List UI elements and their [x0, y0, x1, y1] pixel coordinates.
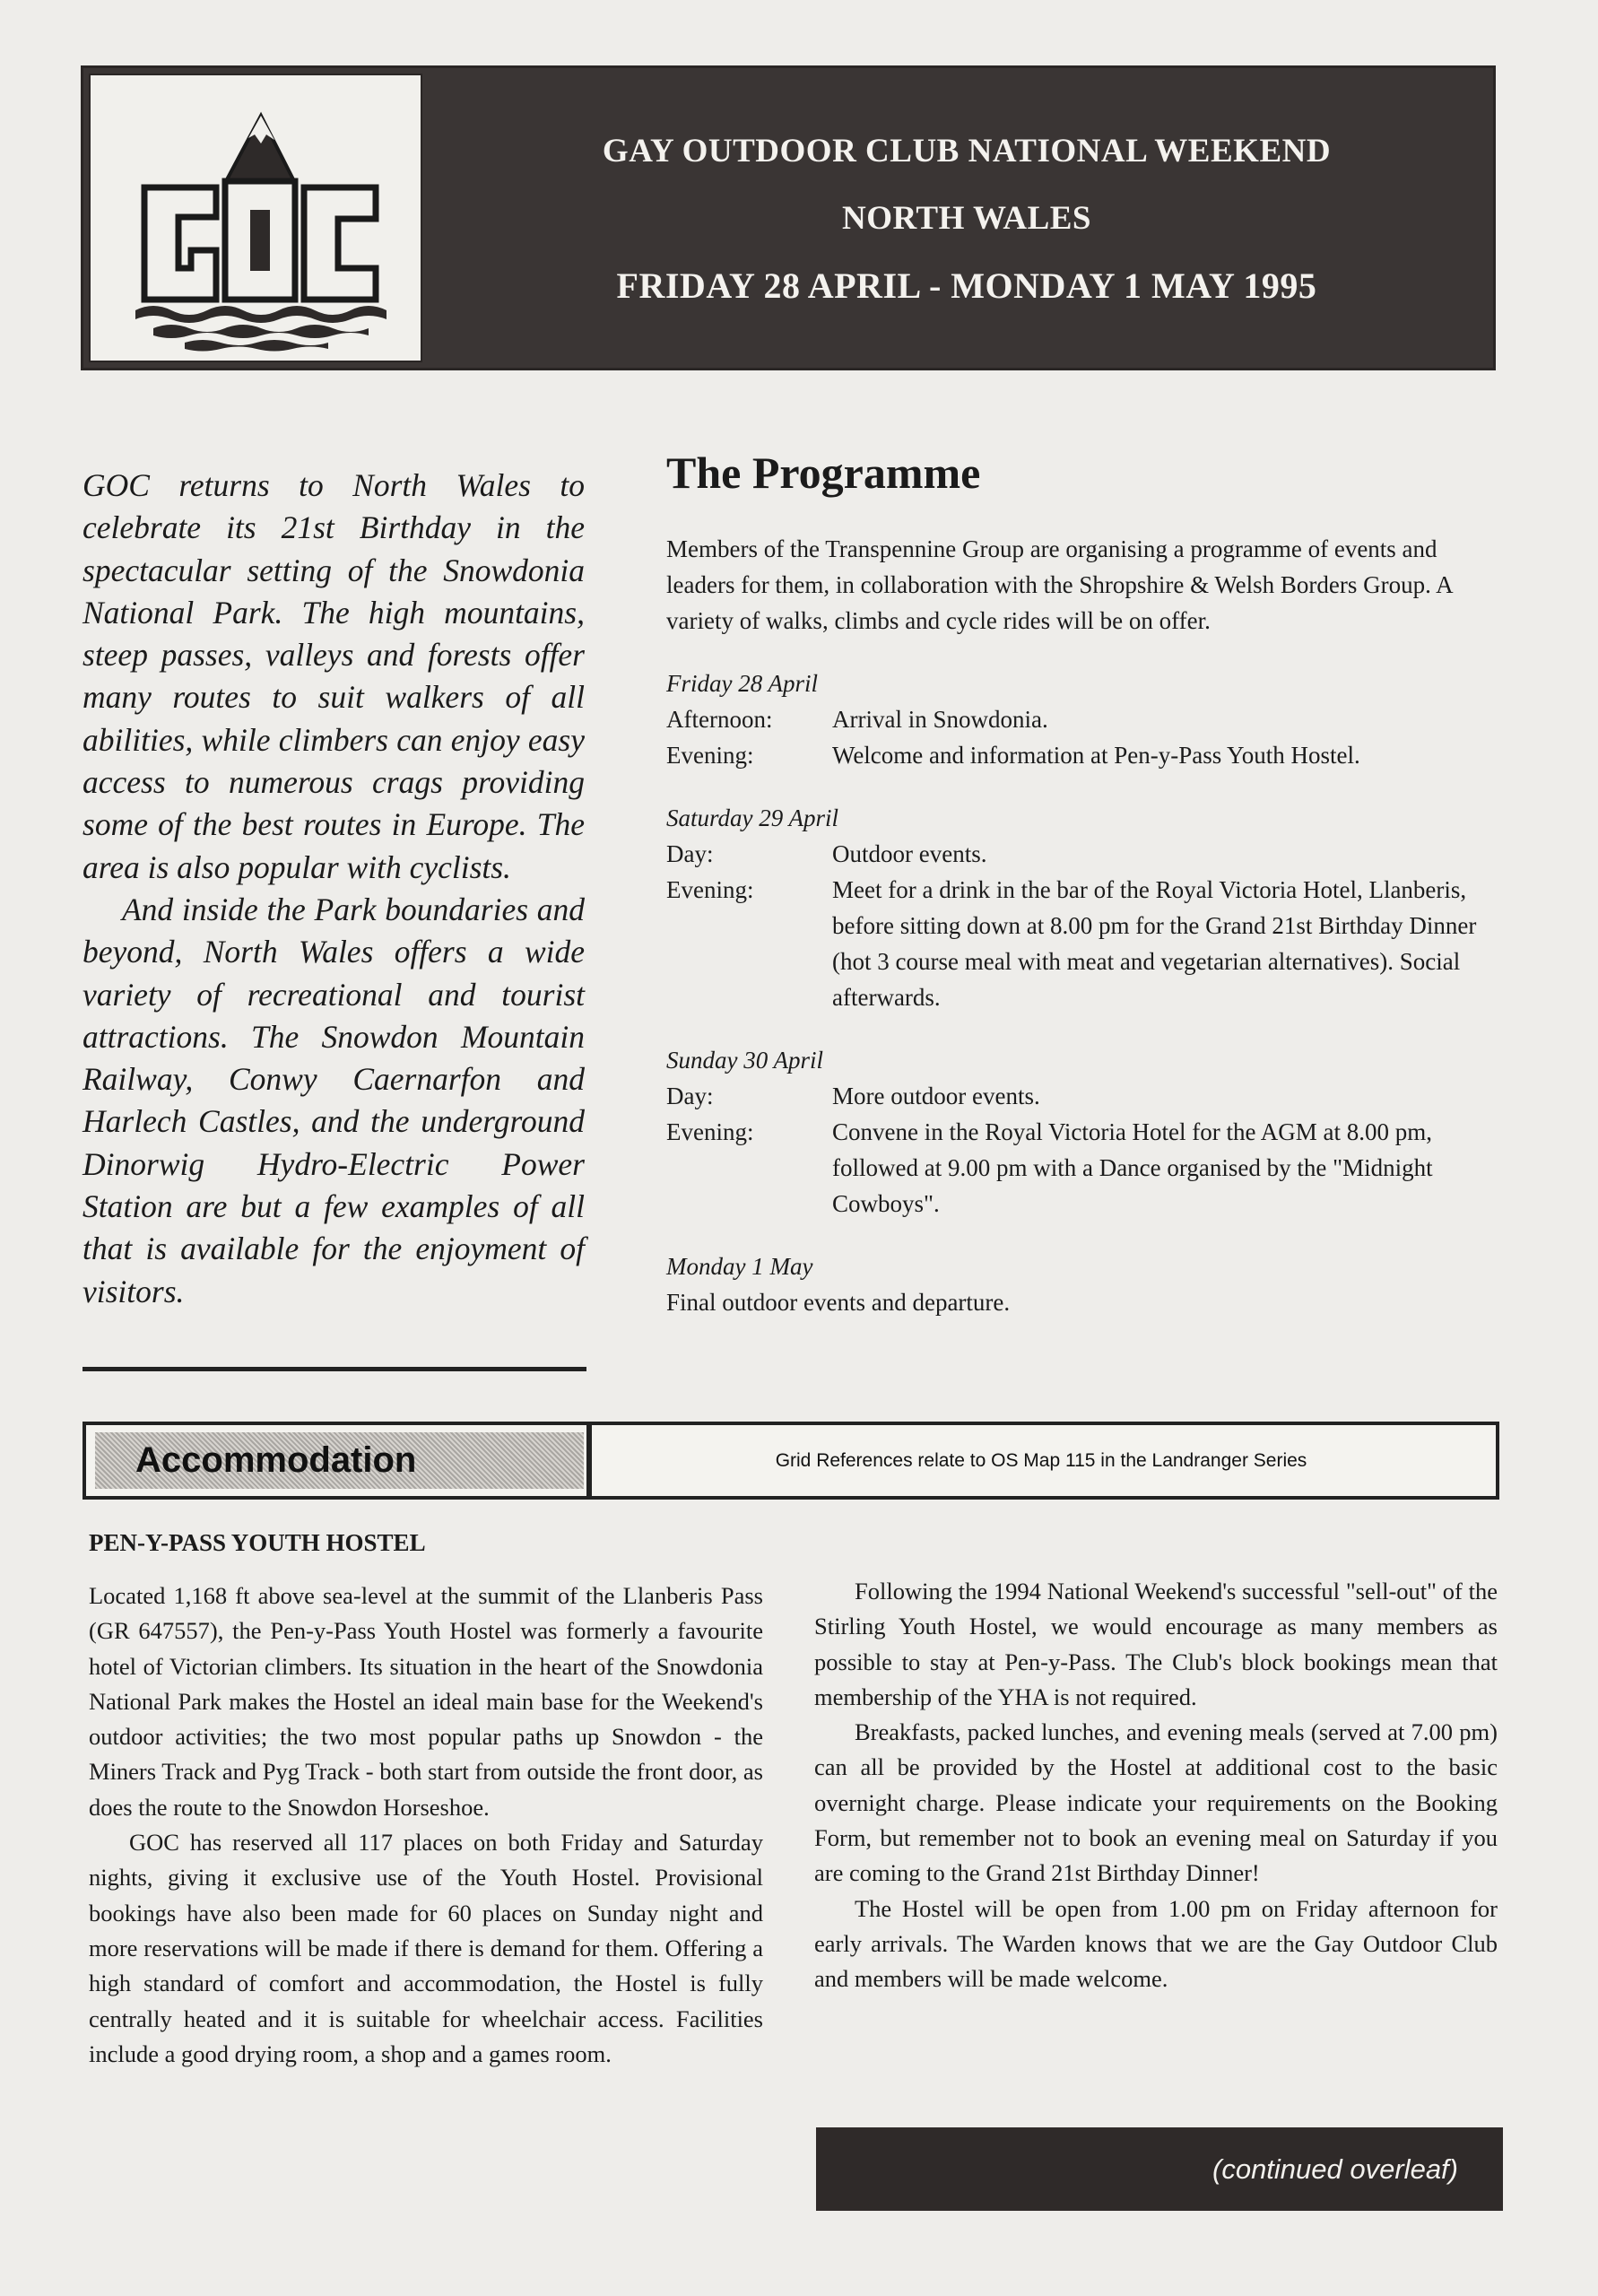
goc-logo	[89, 64, 422, 362]
header-banner	[81, 65, 1496, 370]
schedule-text: Arrival in Snowdonia.	[832, 706, 1048, 733]
booking-paragraph-1: Following the 1994 National Weekend's successful "sell-out" of the Stirling Youth Hostel, we would encourage as many members as possible to stay at Pen-y-Pass. The Club's block bookings mean that membership of the YHA is not required.	[814, 1578, 1498, 1710]
monday-heading: Monday 1 May	[666, 1253, 813, 1280]
schedule-label: Day:	[666, 840, 714, 867]
schedule-row	[666, 1114, 1496, 1222]
header-dates: FRIDAY 28 APRIL - MONDAY 1 MAY 1995	[616, 265, 1317, 306]
programme-intro: Members of the Transpennine Group are organising a programme of events and leaders for them, in collaboration with the Shropshire & Welsh Borders Group. A variety of walks, climbs and cycle rides will be on offer.	[666, 535, 1453, 634]
intro-column	[83, 465, 585, 1313]
monday-text: Final outdoor events and departure.	[666, 1289, 1011, 1316]
booking-paragraph-3: The Hostel will be open from 1.00 pm on Friday afternoon for early arrivals. The Warden knows that we are the Gay Outdoor Club and members will be made welcome.	[814, 1894, 1498, 1993]
friday-heading: Friday 28 April	[666, 670, 819, 697]
programme-title: The Programme	[666, 448, 981, 498]
accommodation-title: Accommodation	[95, 1432, 584, 1489]
intro-paragraph-1: GOC returns to North Wales to celebrate its 21st Birthday in the spectacular setting of the Snowdonia National Park. The high mountains, steep passes, valleys and forests offer many routes to suit walkers of all abilities, while climbers can enjoy easy access to numerous crags providing some of the best routes in Europe. The area is also popular with cyclists.	[83, 467, 585, 885]
schedule-label: Evening:	[666, 1118, 754, 1145]
schedule-row	[666, 701, 1496, 737]
schedule-label: Day:	[666, 1083, 714, 1109]
accommodation-banner	[83, 1422, 1499, 1500]
booking-info-column	[814, 1574, 1498, 1997]
schedule-text: More outdoor events.	[832, 1083, 1040, 1109]
sunday-heading: Sunday 30 April	[666, 1047, 823, 1074]
schedule-row	[666, 836, 1496, 872]
hostel-heading: PEN-Y-PASS YOUTH HOSTEL	[89, 1529, 426, 1556]
hostel-paragraph-1: Located 1,168 ft above sea-level at the summit of the Llanberis Pass (GR 647557), the Pen-y-Pass Youth Hostel was formerly a favourite hotel of Victorian climbers. Its situation in the heart of the Snowdonia National Park makes the Hostel an ideal main base for the Weekend's outdoor activities; the two most popular paths up Snowdon - the Miners Track and Pyg Track - both start from outside the front door, as does the route to the Snowdon Horseshoe.	[89, 1582, 763, 1821]
schedule-text: Meet for a drink in the bar of the Royal Victoria Hotel, Llanberis, before sitting down at 8.00 pm for the Grand 21st Birthday Dinner (hot 3 course meal with meat and vegetarian alternatives). Social afterwards.	[832, 876, 1477, 1011]
mountain-logo-icon	[91, 64, 421, 361]
intro-paragraph-2: And inside the Park boundaries and beyond, North Wales offers a wide variety of recreational and tourist attractions. The Snowdon Mountain Railway, Conwy Caernarfon and Harlech Castles, and the underground Dinorwig Hydro-Electric Power Station are but a few examples of all that is available for the enjoyment of visitors.	[83, 891, 585, 1309]
schedule-label: Evening:	[666, 742, 754, 769]
header-title-block	[451, 68, 1482, 368]
schedule-label: Evening:	[666, 876, 754, 903]
saturday-heading: Saturday 29 April	[666, 804, 839, 831]
schedule-label: Afternoon:	[666, 706, 773, 733]
schedule-row	[666, 737, 1496, 773]
header-region: NORTH WALES	[841, 199, 1091, 237]
logo-text: GOC	[91, 64, 121, 79]
programme-section	[666, 441, 1496, 1320]
schedule-row	[666, 1078, 1496, 1114]
schedule-text: Welcome and information at Pen-y-Pass Youth Hostel.	[832, 742, 1360, 769]
schedule-text: Convene in the Royal Victoria Hotel for the AGM at 8.00 pm, followed at 9.00 pm with a Dance organised by the "Midnight Cowboys".	[832, 1118, 1433, 1217]
continued-overleaf-banner: (continued overleaf)	[816, 2127, 1503, 2211]
intro-divider	[83, 1367, 586, 1371]
hostel-paragraph-2: GOC has reserved all 117 places on both Friday and Saturday nights, giving it exclusive use of the Youth Hostel. Provisional bookings have also been made for 60 places on Sunday night and more reservations will be made if there is demand for them. Offering a high standard of comfort and accommodation, the Hostel is fully centrally heated and it is suitable for wheelchair access. Facilities include a good drying room, a shop and a games room.	[89, 1829, 763, 2067]
schedule-row	[666, 872, 1496, 1015]
grid-reference-note: Grid References relate to OS Map 115 in the Landranger Series	[775, 1450, 1307, 1471]
hostel-column	[89, 1525, 763, 2072]
booking-paragraph-2: Breakfasts, packed lunches, and evening meals (served at 7.00 pm) can all be provided by the Hostel at additional cost to the basic overnight charge. Please indicate your requirements on the Booking Form, but remember not to book an evening meal on Saturday if you are coming to the Grand 21st Birthday Dinner!	[814, 1718, 1498, 1887]
schedule-text: Outdoor events.	[832, 840, 987, 867]
header-title: GAY OUTDOOR CLUB NATIONAL WEEKEND	[602, 132, 1332, 170]
banner-divider	[586, 1425, 592, 1496]
